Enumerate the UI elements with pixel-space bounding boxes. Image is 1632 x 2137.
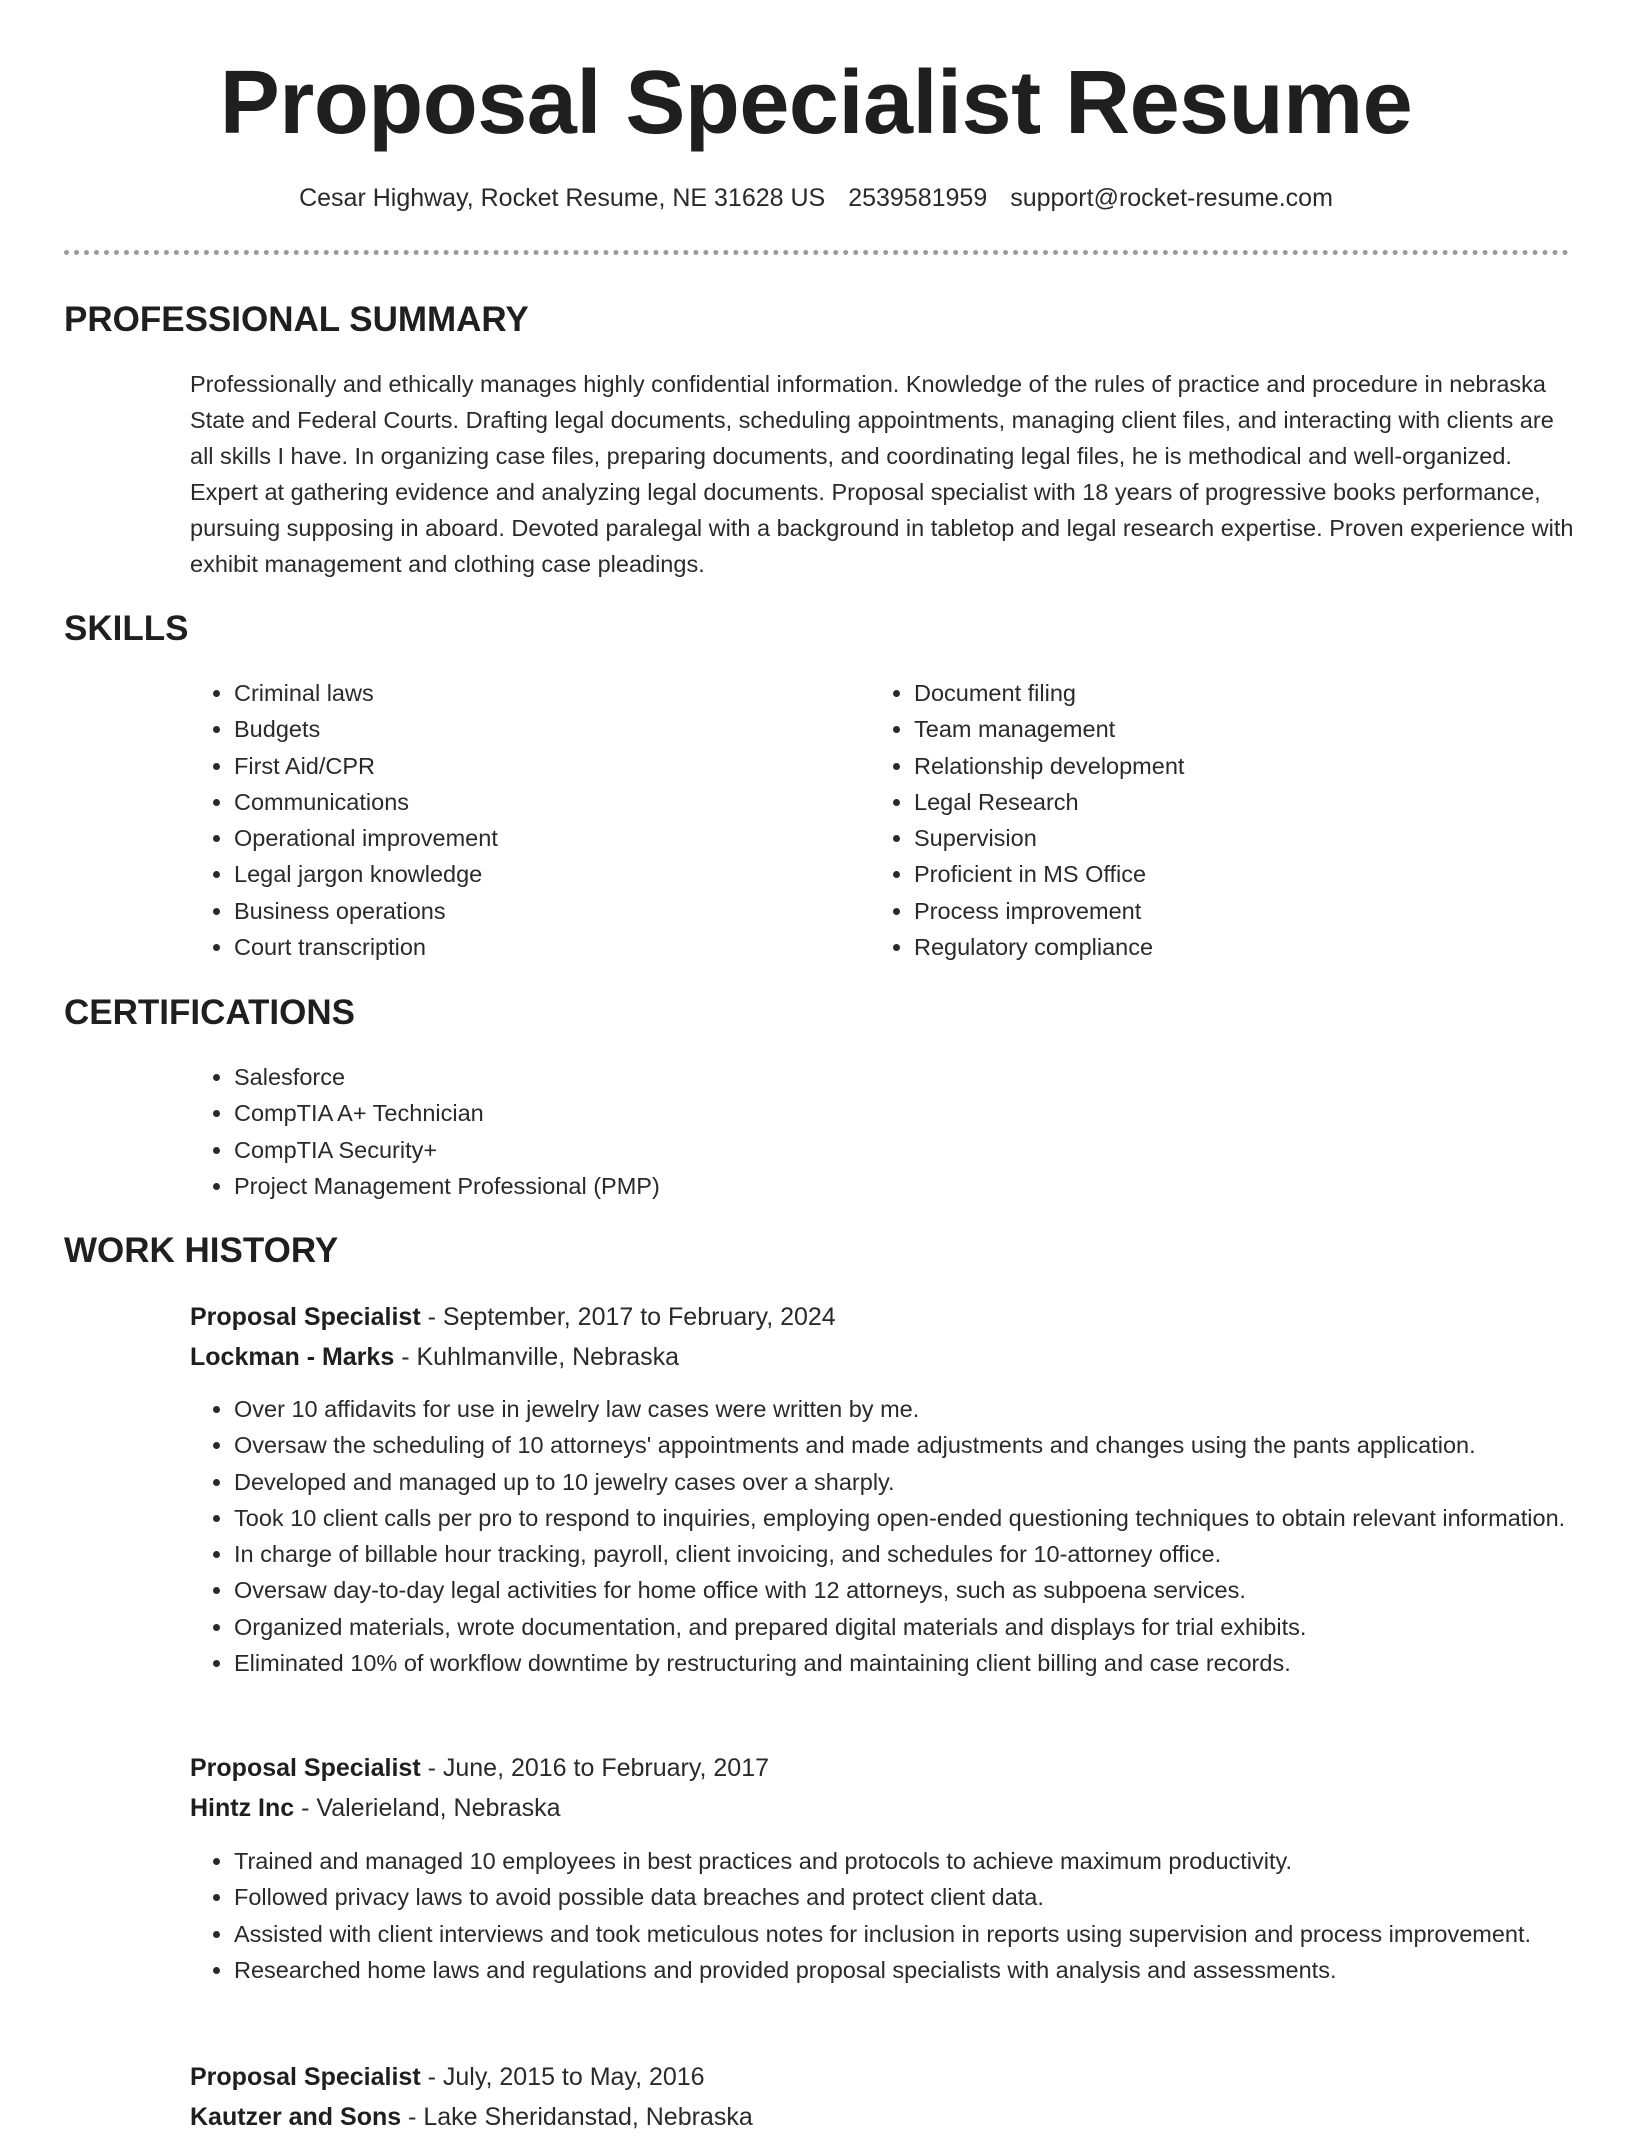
list-item: • Budgets — [234, 711, 834, 747]
email: support@rocket-resume.com — [1010, 184, 1333, 212]
contact-line — [0, 180, 1632, 216]
job-dates: - June, 2016 to February, 2017 — [420, 1754, 770, 1782]
job-title-line — [190, 1297, 1575, 1337]
job-location: - Valerieland, Nebraska — [294, 1794, 561, 1822]
list-item: • Project Management Professional (PMP) — [234, 1168, 1134, 1204]
list-item: • Developed and managed up to 10 jewelry cases over a sharply. — [234, 1464, 1619, 1500]
list-item: • Criminal laws — [234, 675, 834, 711]
list-item: • Took 10 client calls per pro to respond to inquiries, employing open-ended questioning techniques to obtain relevant information. — [234, 1500, 1619, 1536]
job-company-line — [190, 2097, 1575, 2137]
list-item: • CompTIA Security+ — [234, 1132, 1134, 1168]
list-item: • Proficient in MS Office — [914, 856, 1514, 892]
header-divider — [64, 250, 1569, 255]
job-bullets — [190, 1391, 1619, 1681]
summary-text: Professionally and ethically manages highly confidential information. Knowledge of the rules of practice and procedure in nebraska State and Federal Courts. Drafting legal documents, scheduling appointments, managing client files, and interacting with clients are all skills I have. In organizing case files, preparing documents, and coordinating legal files, he is methodical and well-organized. Expert at gathering evidence and analyzing legal documents. Proposal specialist with 18 years of progressive books performance, pursuing supposing in aboard. Devoted paralegal with a background in tabletop and legal research expertise. Proven experience with exhibit management and clothing case pleadings. — [190, 371, 1574, 577]
list-item: • Legal Research — [914, 784, 1514, 820]
skills-list-left — [190, 675, 834, 965]
work-history-heading: WORK HISTORY — [64, 1231, 339, 1270]
job-company: Hintz Inc — [190, 1794, 295, 1822]
list-item: • Process improvement — [914, 893, 1514, 929]
list-item: • Oversaw day-to-day legal activities for home office with 12 attorneys, such as subpoena services. — [234, 1572, 1619, 1608]
skills-list-right — [870, 675, 1514, 965]
list-item: • Regulatory compliance — [914, 929, 1514, 965]
job-title: Proposal Specialist — [190, 2063, 421, 2091]
job-bullets — [190, 1843, 1619, 1988]
list-item: • Legal jargon knowledge — [234, 856, 834, 892]
list-item: • Business operations — [234, 893, 834, 929]
list-item: • Communications — [234, 784, 834, 820]
list-item: • Court transcription — [234, 929, 834, 965]
job-company-line — [190, 1337, 1575, 1377]
list-item: • Trained and managed 10 employees in best practices and protocols to achieve maximum productivity. — [234, 1843, 1619, 1879]
phone: 2539581959 — [848, 184, 988, 212]
summary-heading: PROFESSIONAL SUMMARY — [64, 300, 529, 339]
list-item: • Relationship development — [914, 748, 1514, 784]
list-item: • CompTIA A+ Technician — [234, 1095, 1134, 1131]
job-dates: - September, 2017 to February, 2024 — [420, 1303, 836, 1331]
list-item: • Team management — [914, 711, 1514, 747]
certifications-list — [190, 1059, 1134, 1204]
job-title-line — [190, 2057, 1575, 2097]
list-item: • Over 10 affidavits for use in jewelry law cases were written by me. — [234, 1391, 1619, 1427]
list-item: • In charge of billable hour tracking, payroll, client invoicing, and schedules for 10-attorney office. — [234, 1536, 1619, 1572]
page-title: Proposal Specialist Resume — [219, 53, 1413, 153]
list-item: • Salesforce — [234, 1059, 1134, 1095]
list-item: • Assisted with client interviews and took meticulous notes for inclusion in reports using supervision and process improvement. — [234, 1916, 1619, 1952]
list-item: • Eliminated 10% of workflow downtime by restructuring and maintaining client billing and case records. — [234, 1645, 1619, 1681]
list-item: • Supervision — [914, 820, 1514, 856]
job-title: Proposal Specialist — [190, 1754, 421, 1782]
job-company: Kautzer and Sons — [190, 2103, 402, 2131]
certifications-heading: CERTIFICATIONS — [64, 993, 356, 1032]
job-company: Lockman - Marks — [190, 1343, 395, 1371]
address: Cesar Highway, Rocket Resume, NE 31628 US — [299, 184, 826, 212]
job-location: - Kuhlmanville, Nebraska — [394, 1343, 680, 1371]
list-item: • Followed privacy laws to avoid possible data breaches and protect client data. — [234, 1879, 1619, 1915]
job-location: - Lake Sheridanstad, Nebraska — [401, 2103, 753, 2131]
job-dates: - July, 2015 to May, 2016 — [420, 2063, 705, 2091]
job-title: Proposal Specialist — [190, 1303, 421, 1331]
list-item: • Researched home laws and regulations and provided proposal specialists with analysis and assessments. — [234, 1952, 1619, 1988]
list-item: • First Aid/CPR — [234, 748, 834, 784]
list-item: • Document filing — [914, 675, 1514, 711]
job-company-line — [190, 1788, 1575, 1828]
list-item: • Organized materials, wrote documentation, and prepared digital materials and displays for trial exhibits. — [234, 1609, 1619, 1645]
list-item: • Oversaw the scheduling of 10 attorneys' appointments and made adjustments and changes using the pants application. — [234, 1427, 1619, 1463]
job-title-line — [190, 1748, 1575, 1788]
skills-heading: SKILLS — [64, 609, 189, 648]
list-item: • Operational improvement — [234, 820, 834, 856]
